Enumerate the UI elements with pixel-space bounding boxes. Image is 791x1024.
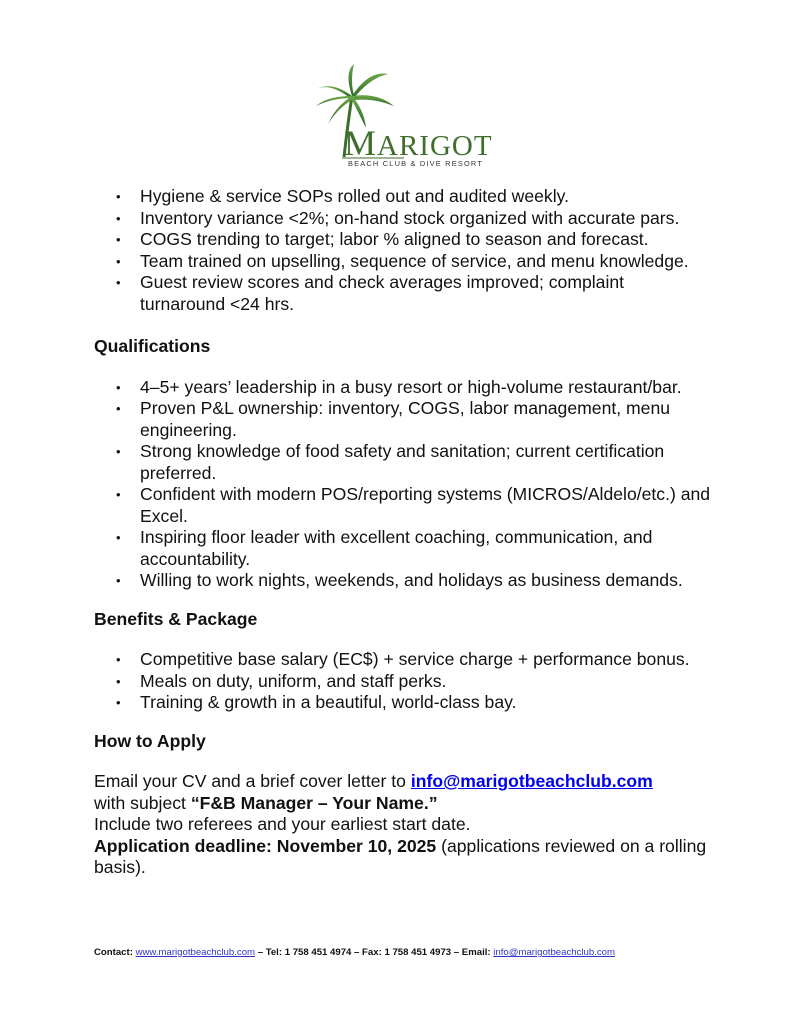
list-item: • Proven P&L ownership: inventory, COGS, labor management, menu engineering. [94, 398, 714, 441]
list-item: • Confident with modern POS/reporting systems (MICROS/Aldelo/etc.) and Excel. [94, 484, 714, 527]
qualifications-list [94, 377, 714, 592]
website-link[interactable]: www.marigotbeachclub.com [135, 947, 256, 958]
intro-bullet-list [94, 186, 714, 315]
list-item: • Guest review scores and check averages improved; complaint turnaround <24 hrs. [94, 272, 714, 315]
apply-instructions [94, 771, 714, 879]
list-item: • Competitive base salary (EC$) + service charge + performance bonus. [94, 649, 714, 671]
marigot-logo [314, 62, 493, 172]
qualifications-heading: Qualifications [94, 336, 211, 356]
list-item: • 4–5+ years’ leadership in a busy resort or high-volume restaurant/bar. [94, 377, 714, 399]
benefits-list [94, 649, 714, 714]
list-item: • Meals on duty, uniform, and staff perks. [94, 671, 714, 693]
document-body [94, 186, 714, 879]
how-to-apply-heading: How to Apply [94, 730, 206, 751]
list-item: • Inspiring floor leader with excellent coaching, communication, and accountability. [94, 527, 714, 570]
list-item: • COGS trending to target; labor % aligned to season and forecast. [94, 229, 714, 251]
apply-line-1: Email your CV and a brief cover letter to info@marigotbeachclub.com [94, 771, 653, 791]
email-subject: “F&B Manager – Your Name.” [190, 792, 438, 813]
list-item: • Hygiene & service SOPs rolled out and audited weekly. [94, 186, 714, 208]
list-item: • Strong knowledge of food safety and sanitation; current certification preferred. [94, 441, 714, 484]
list-item: • Inventory variance <2%; on-hand stock organized with accurate pars. [94, 208, 714, 230]
apply-line-3: Include two referees and your earliest start date. [94, 814, 471, 834]
deadline-label: Application deadline: November 10, 2025 [94, 835, 437, 856]
footer-email-link[interactable]: info@marigotbeachclub.com [493, 947, 615, 958]
logo-tagline: BEACH CLUB & DIVE RESORT [348, 159, 484, 168]
logo-wordmark: MARIGOT [344, 123, 493, 163]
email-link[interactable]: info@marigotbeachclub.com [410, 771, 653, 791]
apply-deadline: Application deadline: November 10, 2025 (applications reviewed on a rolling basis). [94, 835, 707, 877]
benefits-heading: Benefits & Package [94, 608, 258, 629]
apply-line-2: with subject “F&B Manager – Your Name.” [94, 792, 438, 813]
contact-footer: Contact: www.marigotbeachclub.com – Tel: 1 758 451 4974 – Fax: 1 758 451 4973 – Email: info@marigotbeachclub.com [94, 947, 615, 958]
list-item: • Training & growth in a beautiful, world-class bay. [94, 692, 714, 714]
list-item: • Willing to work nights, weekends, and holidays as business demands. [94, 570, 714, 592]
list-item: • Team trained on upselling, sequence of service, and menu knowledge. [94, 251, 714, 273]
